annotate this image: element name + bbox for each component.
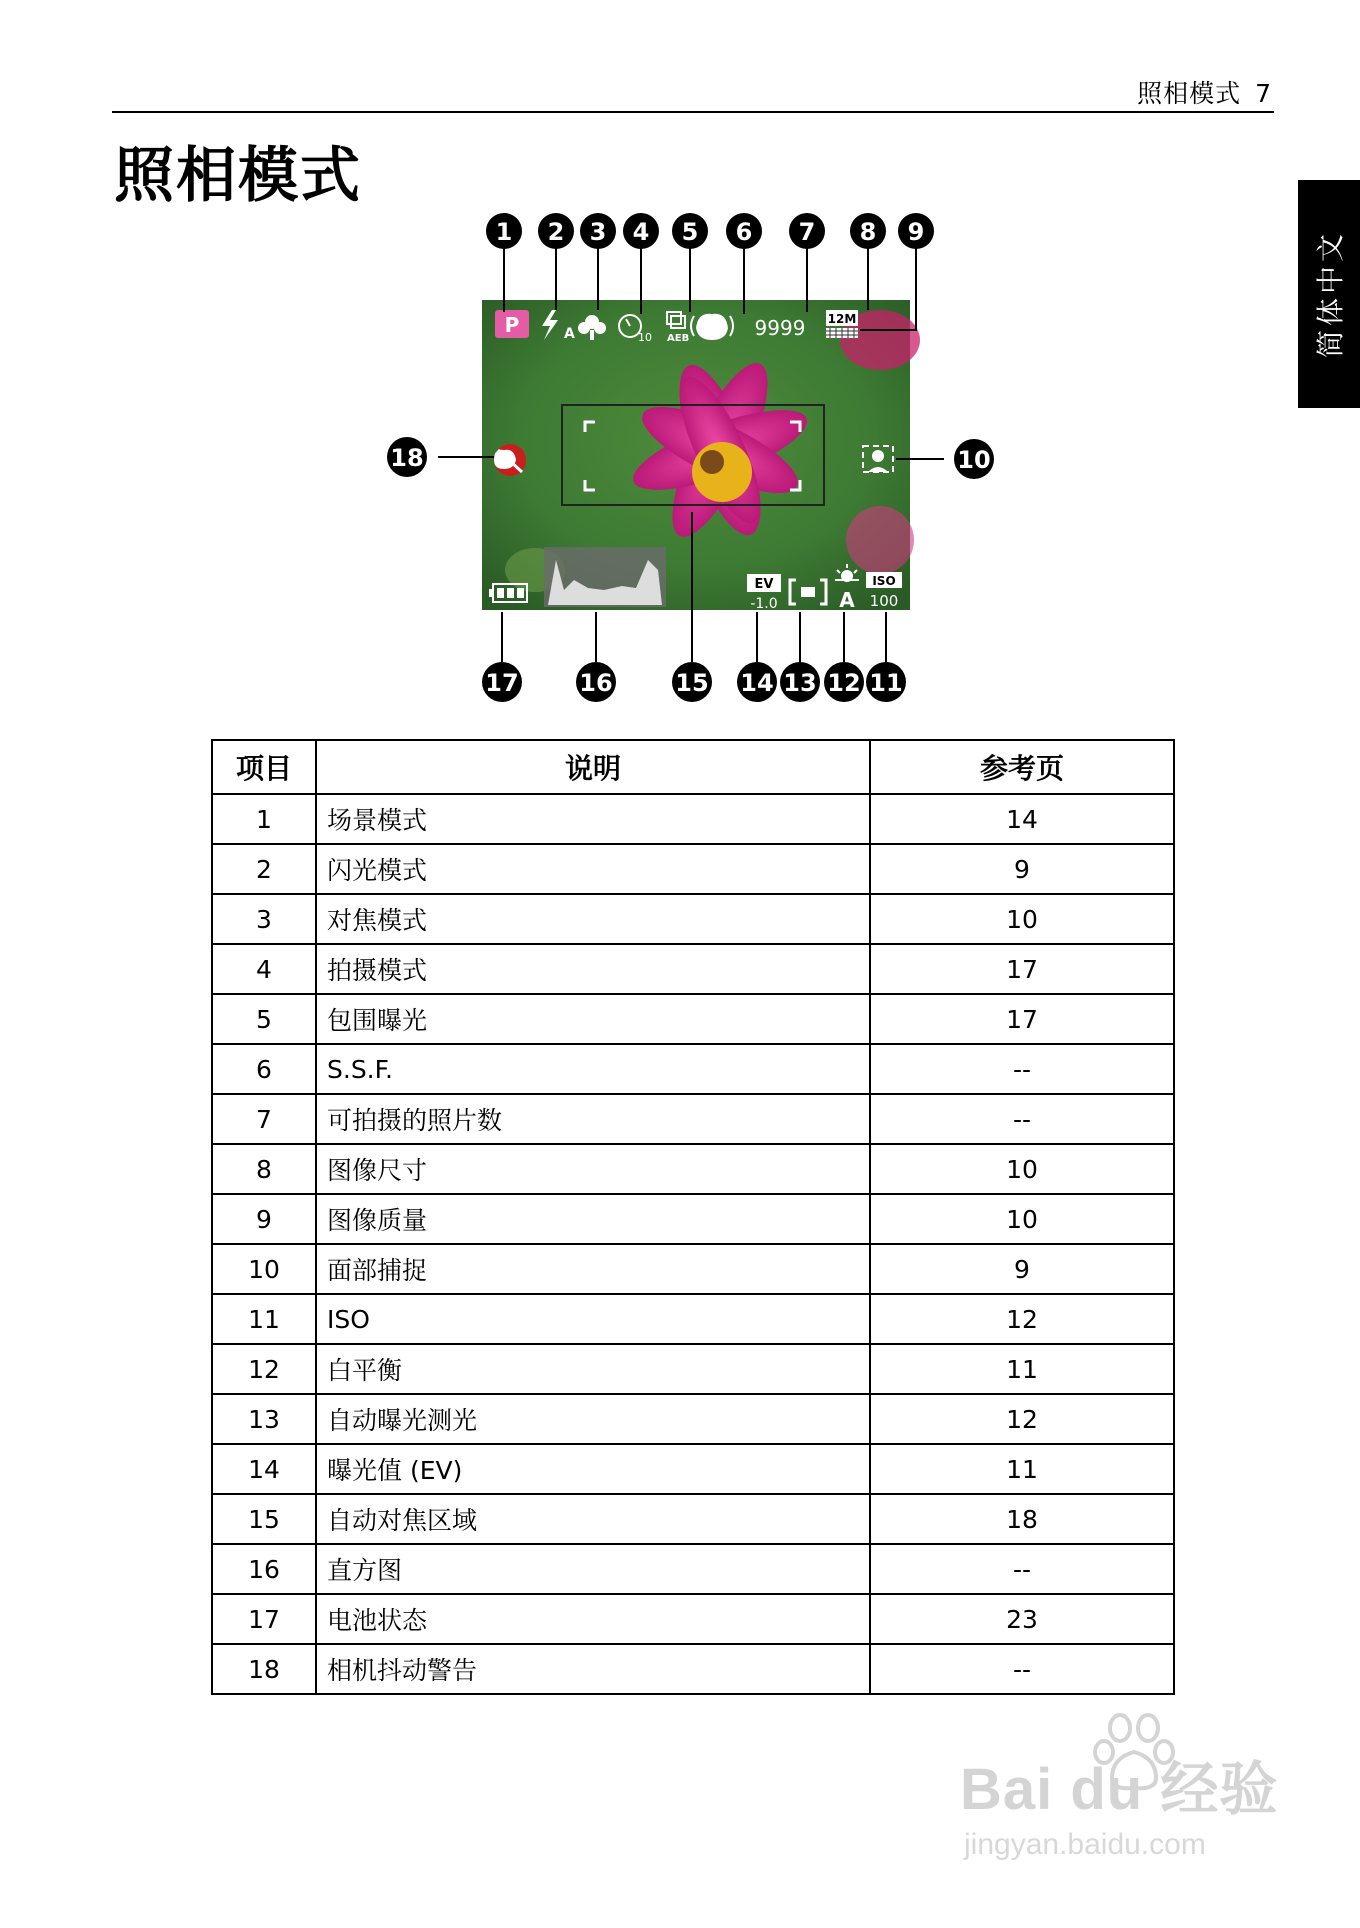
svg-text:P: P (504, 313, 520, 337)
svg-text:AEB: AEB (667, 333, 690, 344)
table-row (212, 1594, 1174, 1644)
callout-16: 16 (579, 669, 613, 697)
row-reference-page: 10 (870, 1194, 1174, 1244)
table-header-row (212, 740, 1174, 794)
table-row (212, 894, 1174, 944)
row-description: 面部捕捉 (316, 1244, 870, 1294)
callout-10: 10 (957, 446, 991, 474)
row-description: 可拍摄的照片数 (316, 1094, 870, 1144)
table-row (212, 1194, 1174, 1244)
histogram-icon (544, 547, 666, 607)
table-row (212, 1394, 1174, 1444)
row-item-number: 4 (212, 944, 316, 994)
row-description: 自动对焦区域 (316, 1494, 870, 1544)
row-reference-page: 17 (870, 994, 1174, 1044)
row-reference-page: 23 (870, 1594, 1174, 1644)
row-reference-page: -- (870, 1544, 1174, 1594)
aeb-icon (667, 312, 689, 344)
row-reference-page: -- (870, 1094, 1174, 1144)
row-item-number: 12 (212, 1344, 316, 1394)
callout-14: 14 (740, 669, 774, 697)
row-item-number: 11 (212, 1294, 316, 1344)
header-page-number: 7 (1255, 79, 1272, 108)
callout-2: 2 (547, 218, 565, 246)
row-description: 电池状态 (316, 1594, 870, 1644)
callout-6: 6 (735, 218, 753, 246)
callout-18: 18 (390, 444, 424, 472)
header-rule (112, 111, 1274, 113)
callout-15: 15 (675, 669, 709, 697)
callout-3: 3 (589, 218, 607, 246)
callout-12: 12 (827, 669, 861, 697)
table-row (212, 794, 1174, 844)
row-item-number: 10 (212, 1244, 316, 1294)
watermark-url: jingyan.baidu.com (964, 1828, 1206, 1861)
callout-9: 9 (907, 218, 925, 246)
table-row (212, 1144, 1174, 1194)
svg-text:12M: 12M (827, 312, 857, 326)
table-body (212, 794, 1174, 1694)
row-item-number: 17 (212, 1594, 316, 1644)
table-row (212, 1294, 1174, 1344)
svg-text:100: 100 (869, 592, 899, 610)
header-section: 照相模式 (1137, 79, 1242, 108)
callout-5: 5 (681, 218, 699, 246)
page-title: 照相模式 (114, 141, 362, 211)
row-reference-page: 9 (870, 1244, 1174, 1294)
row-reference-page: 11 (870, 1344, 1174, 1394)
camera-lcd-figure (360, 210, 1010, 710)
header-description: 说明 (316, 740, 870, 794)
row-reference-page: -- (870, 1044, 1174, 1094)
row-description: S.S.F. (316, 1044, 870, 1094)
row-reference-page: 10 (870, 1144, 1174, 1194)
row-item-number: 8 (212, 1144, 316, 1194)
header-page: 参考页 (870, 740, 1174, 794)
row-description: 自动曝光测光 (316, 1394, 870, 1444)
shots-remaining: 9999 (754, 316, 806, 340)
callouts-bottom (482, 662, 906, 702)
row-item-number: 14 (212, 1444, 316, 1494)
row-description: 直方图 (316, 1544, 870, 1594)
row-description: 对焦模式 (316, 894, 870, 944)
baidu-watermark (960, 1712, 1280, 1882)
table-row (212, 1094, 1174, 1144)
row-reference-page: 12 (870, 1294, 1174, 1344)
svg-text:10: 10 (638, 331, 652, 344)
row-item-number: 2 (212, 844, 316, 894)
row-item-number: 15 (212, 1494, 316, 1544)
row-description: 白平衡 (316, 1344, 870, 1394)
table-row (212, 1244, 1174, 1294)
row-item-number: 1 (212, 794, 316, 844)
row-reference-page: -- (870, 1644, 1174, 1694)
row-item-number: 18 (212, 1644, 316, 1694)
row-description: 闪光模式 (316, 844, 870, 894)
row-description: 图像质量 (316, 1194, 870, 1244)
row-description: 相机抖动警告 (316, 1644, 870, 1694)
image-size-icon (826, 310, 858, 326)
row-item-number: 6 (212, 1044, 316, 1094)
row-item-number: 7 (212, 1094, 316, 1144)
row-reference-page: 14 (870, 794, 1174, 844)
callout-1: 1 (495, 218, 513, 246)
watermark-brand: Bai du 经验 (960, 1757, 1279, 1822)
table-row (212, 1444, 1174, 1494)
row-description: 包围曝光 (316, 994, 870, 1044)
lcd-diagram (360, 210, 1010, 710)
svg-text:A: A (839, 588, 855, 612)
callouts-top (486, 213, 934, 249)
program-mode-icon (495, 310, 529, 338)
table-row (212, 1544, 1174, 1594)
language-tab-label: 简体中文 (1314, 229, 1347, 359)
row-reference-page: 18 (870, 1494, 1174, 1544)
table-row (212, 944, 1174, 994)
table-row (212, 1044, 1174, 1094)
row-description: 拍摄模式 (316, 944, 870, 994)
callout-8: 8 (859, 218, 877, 246)
language-tab (1298, 180, 1360, 408)
row-item-number: 9 (212, 1194, 316, 1244)
row-reference-page: 12 (870, 1394, 1174, 1444)
row-reference-page: 17 (870, 944, 1174, 994)
table-row (212, 1344, 1174, 1394)
image-quality-icon (826, 328, 858, 338)
svg-text:ISO: ISO (872, 574, 896, 588)
callout-4: 4 (632, 218, 650, 246)
row-description: 场景模式 (316, 794, 870, 844)
lcd-screen (482, 300, 920, 612)
row-description: 图像尺寸 (316, 1144, 870, 1194)
row-item-number: 13 (212, 1394, 316, 1444)
svg-text:-1.0: -1.0 (750, 596, 778, 612)
callout-13: 13 (783, 669, 817, 697)
svg-text:A: A (564, 326, 575, 342)
row-reference-page: 10 (870, 894, 1174, 944)
table-row (212, 844, 1174, 894)
svg-text:EV: EV (754, 577, 774, 592)
shake-warning-icon (494, 444, 526, 476)
table-row (212, 994, 1174, 1044)
table-row (212, 1494, 1174, 1544)
header-item: 项目 (212, 740, 316, 794)
callout-11: 11 (869, 669, 903, 697)
callout-7: 7 (798, 218, 816, 246)
callout-17: 17 (485, 669, 519, 697)
row-item-number: 3 (212, 894, 316, 944)
row-item-number: 5 (212, 994, 316, 1044)
reference-table (211, 739, 1175, 1695)
row-description: ISO (316, 1294, 870, 1344)
row-description: 曝光值 (EV) (316, 1444, 870, 1494)
table-row (212, 1644, 1174, 1694)
row-reference-page: 11 (870, 1444, 1174, 1494)
row-item-number: 16 (212, 1544, 316, 1594)
running-header (1137, 74, 1272, 110)
row-reference-page: 9 (870, 844, 1174, 894)
